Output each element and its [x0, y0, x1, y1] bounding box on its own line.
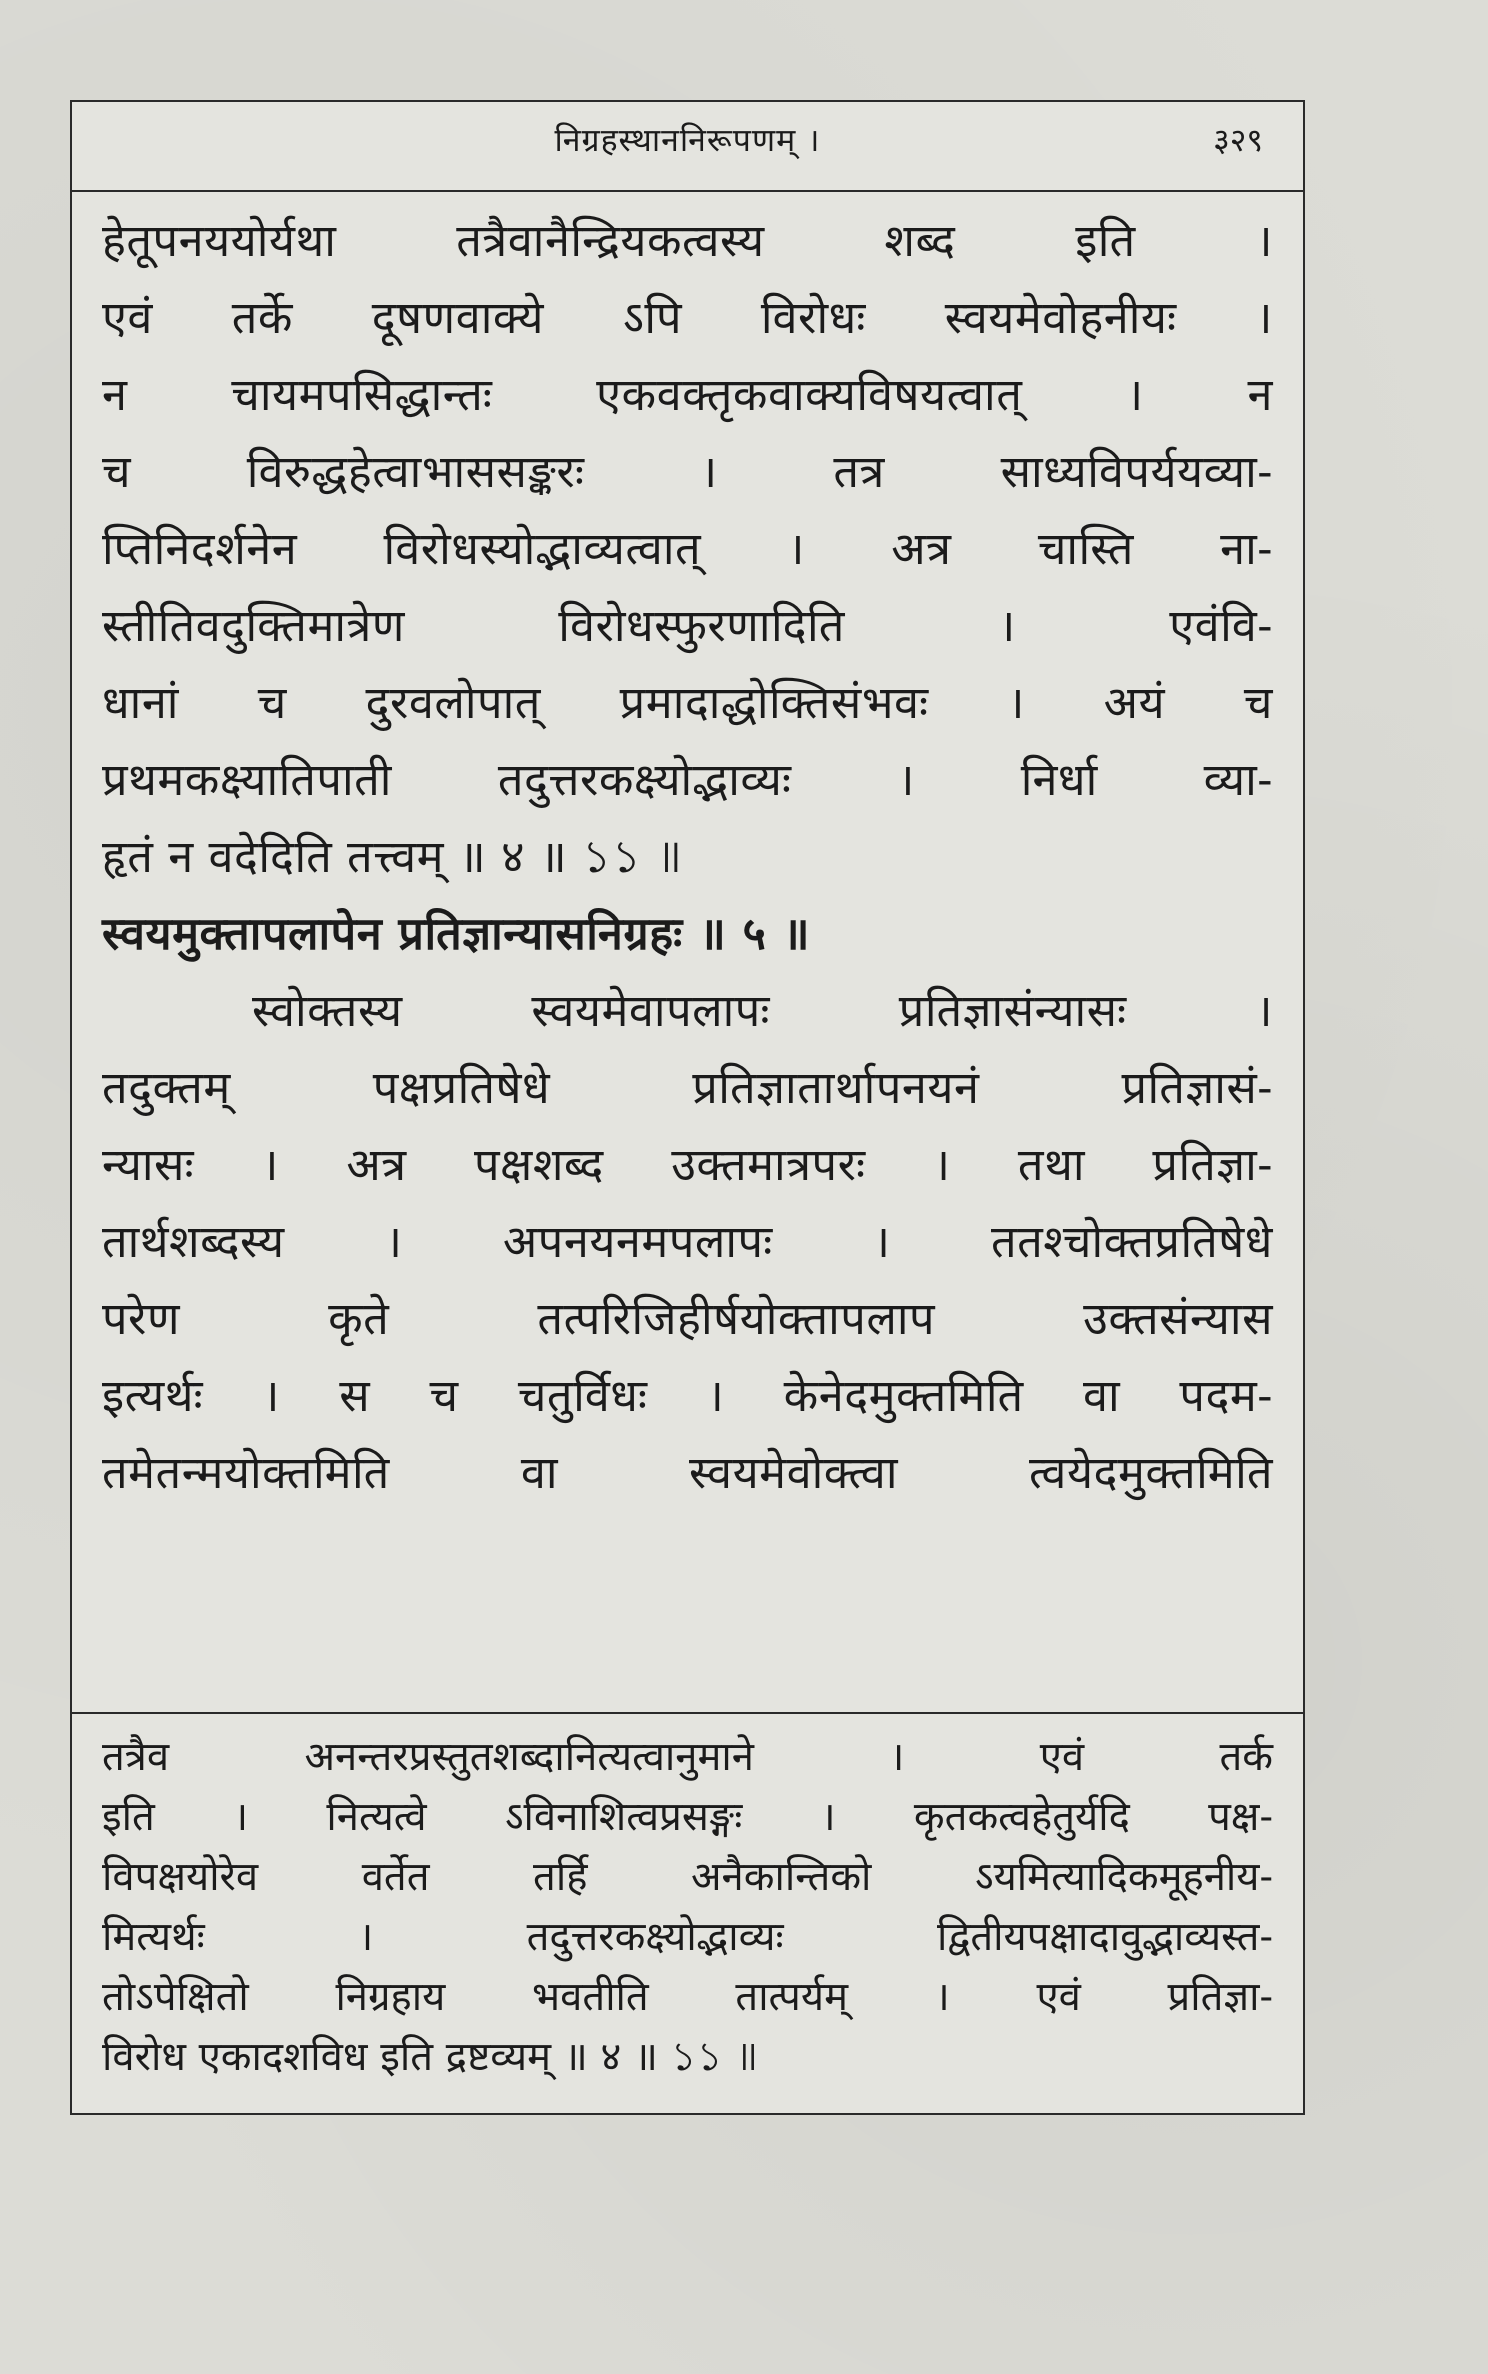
- text-line: न चायमपसिद्धान्तः एकवक्तृकवाक्यविषयत्वात् । न: [102, 368, 1273, 421]
- footnote-line: इति । नित्यत्वे ऽविनाशित्वप्रसङ्गः । कृतकत्वहेतुर्यदि पक्ष-: [102, 1794, 1273, 1840]
- text-line: एवं तर्के दूषणवाक्ये ऽपि विरोधः स्वयमेवोहनीयः ।: [102, 291, 1273, 344]
- text-line: स्तीतिवदुक्तिमात्रेण विरोधस्फुरणादिति । एवंवि-: [102, 599, 1273, 652]
- sutra-line: स्वयमुक्तापलापेन प्रतिज्ञान्यासनिग्रहः ॥ ५ ॥: [102, 907, 811, 960]
- text-line: धानां च दुरवलोपात् प्रमादाद्धोक्तिसंभवः । अयं च: [102, 676, 1273, 729]
- commentary-line: तमेतन्मयोक्तमिति वा स्वयमेवोक्त्वा त्वयेदमुक्तमिति: [102, 1446, 1273, 1499]
- commentary-line: तदुक्तम् पक्षप्रतिषेधे प्रतिज्ञातार्थापनयनं प्रतिज्ञासं-: [102, 1061, 1273, 1114]
- text-line: च विरुद्धहेत्वाभाससङ्करः । तत्र साध्यविपर्ययव्या-: [102, 445, 1273, 498]
- page-number: ३२९: [1213, 121, 1263, 159]
- commentary-line: परेण कृते तत्परिजिहीर्षयोक्तापलाप उक्तसंन्यास: [102, 1292, 1273, 1345]
- book-page: [70, 100, 1305, 2115]
- footnote-line: तत्रैव अनन्तरप्रस्तुतशब्दानित्यत्वानुमाने । एवं तर्क: [102, 1734, 1273, 1780]
- footnote-line: मित्यर्थः । तदुत्तरकक्ष्योद्भाव्यः द्वितीयपक्षादावुद्भाव्यस्त-: [102, 1914, 1273, 1960]
- footnote-line: विरोध एकादशविध इति द्रष्टव्यम् ॥ ४ ॥ ১১ ॥: [102, 2034, 758, 2080]
- footnotes: [102, 1727, 1273, 2087]
- footnote-line: विपक्षयोरेव वर्तेत तर्हि अनैकान्तिको ऽयमित्यादिकमूहनीय-: [102, 1854, 1273, 1900]
- commentary-line: न्यासः । अत्र पक्षशब्द उक्तमात्रपरः । तथा प्रतिज्ञा-: [102, 1138, 1273, 1191]
- footnote-rule: [72, 1712, 1303, 1714]
- text-line: प्रथमकक्ष्यातिपाती तदुत्तरकक्ष्योद्भाव्यः । निर्धा व्या-: [102, 753, 1273, 806]
- text-line: हृतं न वदेदिति तत्त्वम् ॥ ४ ॥ ১১ ॥: [102, 830, 683, 883]
- running-title: निग्रहस्थाननिरूपणम् ।: [554, 121, 821, 159]
- header-rule: [72, 190, 1303, 192]
- footnote-line: तोऽपेक्षितो निग्रहाय भवतीति तात्पर्यम् । एवं प्रतिज्ञा-: [102, 1974, 1273, 2020]
- text-line: प्तिनिदर्शनेन विरोधस्योद्भाव्यत्वात् । अत्र चास्ति ना-: [102, 522, 1273, 575]
- main-text: [102, 202, 1273, 1511]
- commentary-line: तार्थशब्दस्य । अपनयनमपलापः । ततश्चोक्तप्रतिषेधे: [102, 1215, 1273, 1268]
- text-line: हेतूपनययोर्यथा तत्रैवानैन्द्रियकत्वस्य शब्द इति ।: [102, 214, 1273, 267]
- commentary-line: स्वोक्तस्य स्वयमेवापलापः प्रतिज्ञासंन्यासः ।: [252, 984, 1273, 1037]
- commentary-line: इत्यर्थः । स च चतुर्विधः । केनेदमुक्तमिति वा पदम-: [102, 1369, 1273, 1422]
- running-head: [72, 118, 1303, 178]
